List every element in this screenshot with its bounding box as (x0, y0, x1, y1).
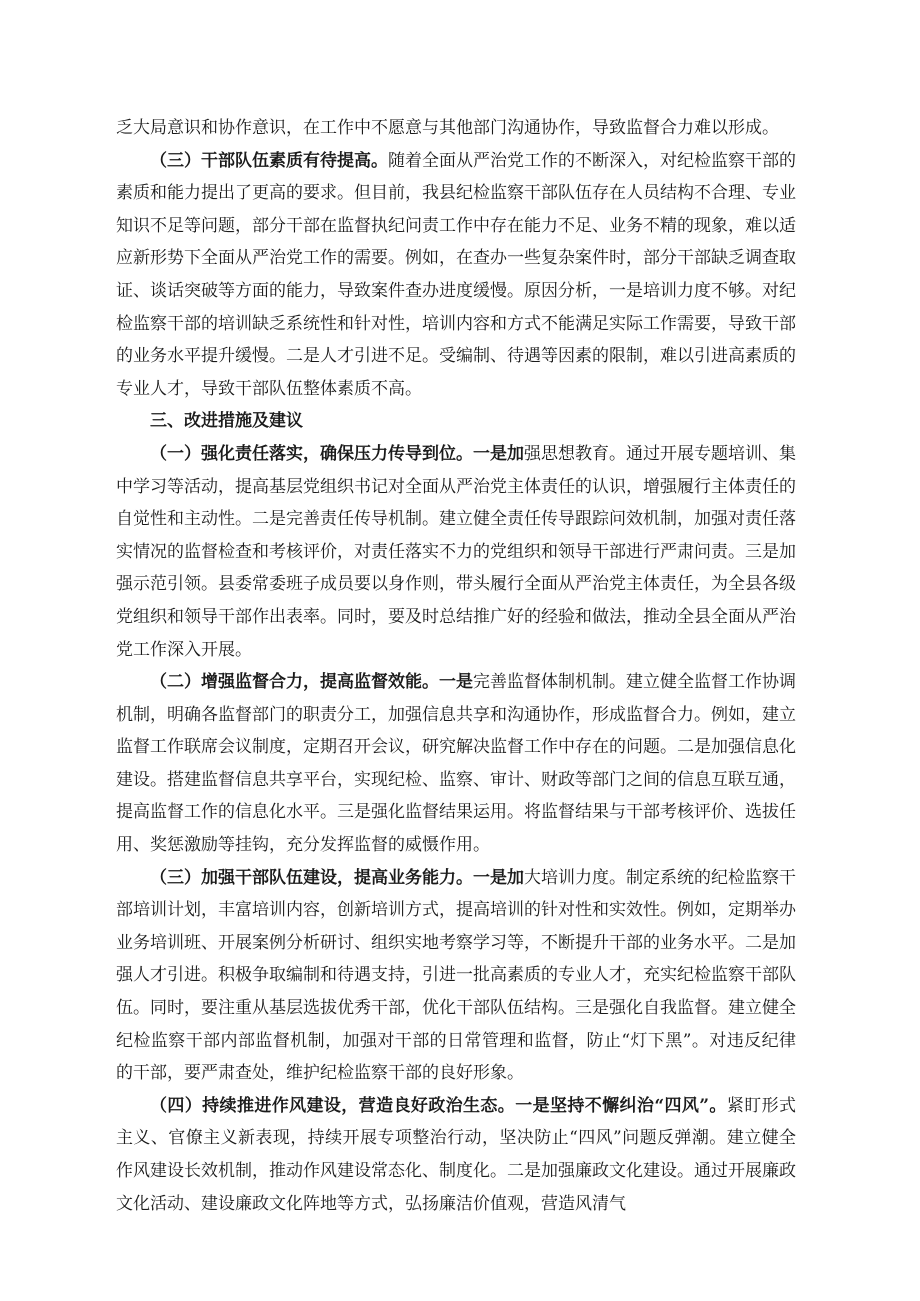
paragraph-text: 乏大局意识和协作意识，在工作中不愿意与其他部门沟通协作，导致监督合力难以形成。 (116, 118, 779, 138)
paragraph-lead: （三）加强干部队伍建设，提高业务能力。一是加 (150, 867, 524, 888)
section-heading: 三、改进措施及建议 (150, 411, 303, 432)
paragraph-supervision (116, 666, 796, 862)
paragraph-text: 大培训力度。制定系统的纪检监察干部培训计划，丰富培训内容，创新培训方式，提高培训的针对性和实效性。例如，定期举办业务培训班、开展案例分析研讨、组织实地考察学习等，不断提升干部的业务水平。二是加强人才引进。积极争取编制和待遇支持，引进一批高素质的专业人才，充实纪检监察干部队伍。同时，要注重从基层选拔优秀干部，优化干部队伍结构。三是强化自我监督。建立健全纪检监察干部内部监督机制，加强对干部的日常管理和监督，防止“灯下黑”。对违反纪律的干部，要严肃查处，维护纪检监察干部的良好形象。 (116, 867, 796, 1084)
paragraph-lead: （二）增强监督合力，提高监督效能。一是 (150, 672, 473, 693)
paragraph-lead: （一）强化责任落实，确保压力传导到位。一是加 (150, 443, 524, 464)
paragraph-cadre-building (116, 862, 796, 1090)
paragraph-cadre-quality (116, 145, 796, 406)
paragraph-continuation (116, 112, 796, 145)
paragraph-text: 完善监督体制机制。建立健全监督工作协调机制，明确各监督部门的职责分工，加强信息共享和沟通协作，形成监督合力。例如，建立监督工作联席会议制度，定期召开会议，研究解决监督工作中存在的问题。二是加强信息化建设。搭建监督信息共享平台，实现纪检、监察、审计、财政等部门之间的信息互联互通，提高监督工作的信息化水平。三是强化监督结果运用。将监督结果与干部考核评价、选拔任用、奖惩激励等挂钩，充分发挥监督的威慑作用。 (116, 672, 796, 856)
paragraph-text: 强思想教育。通过开展专题培训、集中学习等活动，提高基层党组织书记对全面从严治党主体责任的认识，增强履行主体责任的自觉性和主动性。二是完善责任传导机制。建立健全责任传导跟踪问效机制，加强对责任落实情况的监督检查和考核评价，对责任落实不力的党组织和领导干部进行严肃问责。三是加强示范引领。县委常委班子成员要以身作则，带头履行全面从严治党主体责任，为全县各级党组织和领导干部作出表率。同时，要及时总结推广好的经验和做法，推动全县全面从严治党工作深入开展。 (116, 443, 796, 660)
paragraph-lead: （三）干部队伍素质有待提高。 (150, 150, 388, 171)
paragraph-text: 紧盯形式主义、官僚主义新表现，持续开展专项整治行动，坚决防止“四风”问题反弹潮。建立健全作风建设长效机制，推动作风建设常态化、制度化。二是加强廉政文化建设。通过开展廉政文化活动、建设廉政文化阵地等方式，弘扬廉洁价值观，营造风清气 (116, 1095, 796, 1214)
document-page (116, 112, 796, 1220)
paragraph-lead: （四）持续推进作风建设，营造良好政治生态。一是坚持不懈纠治“四风”。 (150, 1095, 727, 1116)
paragraph-work-style (116, 1090, 796, 1220)
paragraph-text: 随着全面从严治党工作的不断深入，对纪检监察干部的素质和能力提出了更高的要求。但目前，我县纪检监察干部队伍存在人员结构不合理、专业知识不足等问题，部分干部在监督执纪问责工作中存在能力不足、业务不精的现象，难以适应新形势下全面从严治党工作的需要。例如，在查办一些复杂案件时，部分干部缺乏调查取证、谈话突破等方面的能力，导致案件查办进度缓慢。原因分析，一是培训力度不够。对纪检监察干部的培训缺乏系统性和针对性，培训内容和方式不能满足实际工作需要，导致干部的业务水平提升缓慢。二是人才引进不足。受编制、待遇等因素的限制，难以引进高素质的专业人才，导致干部队伍整体素质不高。 (116, 150, 796, 399)
paragraph-responsibility (116, 438, 796, 666)
